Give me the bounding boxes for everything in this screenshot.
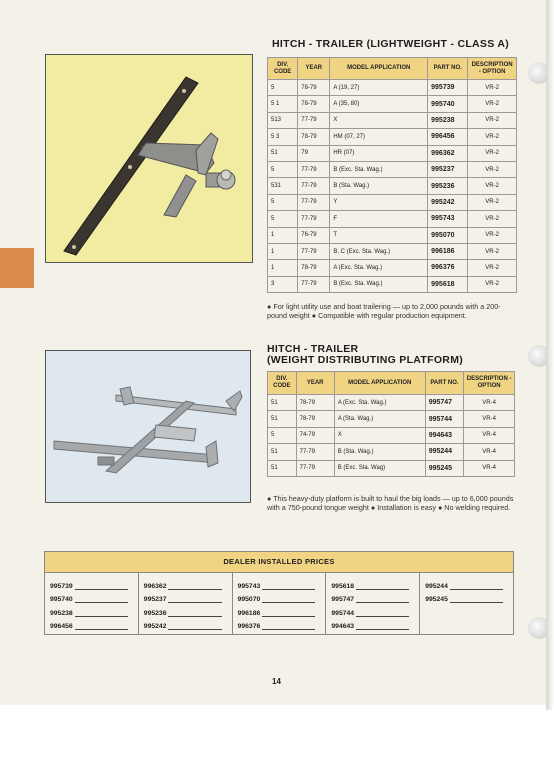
- price-entry: [50, 590, 134, 604]
- table-row: [268, 161, 517, 177]
- cell-model-application: HM (07, 27): [330, 129, 428, 145]
- price-blank-line: [450, 594, 503, 603]
- cell-year: 77-79: [298, 178, 330, 194]
- cell-year: 78-79: [296, 411, 334, 427]
- price-blank-line: [450, 581, 503, 590]
- cell-year: 77-79: [298, 194, 330, 210]
- cell-description-option: VR-2: [468, 80, 517, 96]
- price-blank-line: [168, 608, 221, 617]
- price-blank-line: [168, 581, 221, 590]
- cell-year: 77-79: [298, 243, 330, 259]
- price-part-number: 995245: [425, 596, 448, 603]
- cell-year: 74-79: [296, 427, 334, 443]
- cell-part-no: 996186: [428, 243, 468, 259]
- cell-description-option: VR-4: [464, 395, 515, 411]
- hitch-illustration: [46, 55, 252, 262]
- col-year: YEAR: [296, 372, 334, 395]
- cell-model-application: A (Exc. Sta. Wag.): [330, 260, 428, 276]
- cell-description-option: VR-2: [468, 194, 517, 210]
- price-part-number: 995739: [50, 582, 73, 590]
- table-header-row: [268, 58, 517, 80]
- page-number: 14: [272, 677, 281, 686]
- cell-description-option: VR-2: [468, 129, 517, 145]
- price-entry: [238, 590, 322, 604]
- price-entry: [331, 617, 415, 631]
- price-entry: [144, 590, 228, 604]
- price-entry: [331, 603, 415, 617]
- cell-div-code: 5 3: [268, 129, 298, 145]
- table-row: [268, 129, 517, 145]
- price-blank-line: [356, 621, 409, 630]
- table-row: [268, 460, 515, 476]
- price-part-number: 995236: [143, 609, 167, 617]
- cell-model-application: T: [330, 227, 428, 243]
- price-blank-line: [262, 581, 315, 590]
- cell-div-code: 5: [268, 427, 297, 443]
- binder-hole: [528, 62, 548, 84]
- price-part-number: 995237: [143, 596, 167, 603]
- cell-description-option: VR-2: [468, 227, 517, 243]
- cell-description-option: VR-2: [468, 112, 517, 128]
- cell-div-code: 5: [268, 194, 298, 210]
- dealer-price-column: [420, 573, 513, 634]
- price-blank-line: [356, 594, 409, 603]
- cell-part-no: 995747: [425, 395, 464, 411]
- cell-description-option: VR-2: [468, 211, 517, 227]
- table-row: [268, 260, 517, 276]
- price-part-number: 995743: [237, 582, 261, 590]
- price-entry: [331, 590, 415, 604]
- cell-div-code: 3: [268, 276, 298, 292]
- cell-description-option: VR-2: [468, 260, 517, 276]
- cell-div-code: 531: [268, 178, 298, 194]
- price-part-number: 995238: [50, 609, 73, 617]
- price-entry: [425, 590, 509, 604]
- cell-description-option: VR-2: [468, 276, 517, 292]
- price-entry: [238, 603, 322, 617]
- cell-model-application: A (Exc. Sta. Wag.): [334, 395, 425, 411]
- table-row: [268, 194, 517, 210]
- cell-div-code: 51: [268, 395, 297, 411]
- cell-part-no: 996376: [428, 260, 468, 276]
- price-blank-line: [75, 621, 128, 630]
- price-part-number: 996186: [237, 609, 261, 617]
- page-edge: [546, 0, 554, 710]
- cell-part-no: 995618: [428, 276, 468, 292]
- section2-title: [267, 344, 463, 366]
- table-row: [268, 178, 517, 194]
- table-row: [268, 444, 515, 460]
- cell-part-no: 995244: [425, 444, 464, 460]
- cell-part-no: 995245: [425, 460, 464, 476]
- cell-model-application: A (Sta. Wag.): [334, 411, 425, 427]
- price-blank-line: [356, 581, 409, 590]
- price-part-number: 995618: [331, 582, 355, 590]
- price-blank-line: [262, 621, 315, 630]
- table-row: [268, 96, 517, 112]
- dealer-prices-title: DEALER INSTALLED PRICES: [45, 552, 513, 573]
- col-model-application: MODEL APPLICATION: [330, 58, 428, 80]
- price-blank-line: [168, 594, 221, 603]
- col-description-option: DESCRIPTION - OPTION: [468, 58, 517, 80]
- cell-year: 78-79: [298, 80, 330, 96]
- cell-model-application: B (Sta. Wag.): [334, 444, 425, 460]
- cell-year: 77-79: [298, 161, 330, 177]
- section1-note: ● For light utility use and boat trailering — up to 2,000 pounds with a 200-pound weight ● Compatible with regular production equipment.: [267, 302, 501, 321]
- price-entry: [50, 576, 134, 590]
- price-part-number: 995747: [331, 596, 355, 603]
- cell-div-code: 5: [268, 80, 298, 96]
- price-part-number: 995740: [50, 596, 73, 603]
- cell-model-application: A (35, 80): [330, 96, 428, 112]
- cell-div-code: 51: [268, 460, 297, 476]
- dealer-price-column: [326, 573, 420, 634]
- cell-part-no: 995236: [428, 178, 468, 194]
- table-row: [268, 243, 517, 259]
- price-blank-line: [262, 594, 315, 603]
- cell-year: 77-79: [296, 444, 334, 460]
- cell-part-no: 995740: [428, 96, 468, 112]
- cell-model-application: X: [334, 427, 425, 443]
- cell-div-code: 5: [268, 211, 298, 227]
- cell-part-no: 995743: [428, 211, 468, 227]
- table-row: [268, 145, 517, 161]
- cell-part-no: 995242: [428, 194, 468, 210]
- dealer-prices-box: [44, 551, 514, 635]
- cell-model-application: B (Sta. Wag.): [330, 178, 428, 194]
- table-row: [268, 227, 517, 243]
- cell-year: 78-79: [298, 96, 330, 112]
- price-entry: [331, 576, 415, 590]
- price-blank-line: [75, 594, 128, 603]
- cell-description-option: VR-4: [464, 444, 515, 460]
- price-entry: [238, 576, 322, 590]
- cell-div-code: 1: [268, 243, 298, 259]
- cell-model-application: Y: [330, 194, 428, 210]
- cell-div-code: 5 1: [268, 96, 298, 112]
- cell-description-option: VR-2: [468, 243, 517, 259]
- cell-part-no: 996456: [428, 129, 468, 145]
- cell-part-no: 996362: [428, 145, 468, 161]
- section2-title-line1: HITCH - TRAILER: [267, 343, 359, 355]
- col-div-code: DIV. CODE: [268, 372, 297, 395]
- cell-model-application: A (19, 27): [330, 80, 428, 96]
- cell-part-no: 995744: [425, 411, 464, 427]
- cell-model-application: B (Exc. Sta. Wag.): [330, 161, 428, 177]
- cell-description-option: VR-4: [464, 427, 515, 443]
- dealer-prices-columns: [45, 573, 513, 634]
- cell-div-code: 1: [268, 260, 298, 276]
- cell-description-option: VR-2: [468, 161, 517, 177]
- cell-div-code: 51: [268, 145, 298, 161]
- table-row: [268, 427, 515, 443]
- cell-year: 78-79: [296, 395, 334, 411]
- cell-div-code: 5: [268, 161, 298, 177]
- dealer-price-column: [45, 573, 139, 634]
- col-description-option: DESCRIPTION - OPTION: [464, 372, 515, 395]
- price-blank-line: [75, 581, 128, 590]
- cell-description-option: VR-2: [468, 145, 517, 161]
- cell-year: 78-79: [298, 129, 330, 145]
- table-row: [268, 276, 517, 292]
- cell-model-application: B (Exc. Sta. Wag): [334, 460, 425, 476]
- cell-part-no: 994643: [425, 427, 464, 443]
- price-entry: [238, 617, 322, 631]
- price-part-number: 995744: [331, 609, 355, 617]
- cell-part-no: 995739: [428, 80, 468, 96]
- table-row: [268, 211, 517, 227]
- price-part-number: 996376: [237, 623, 261, 630]
- cell-description-option: VR-4: [464, 460, 515, 476]
- dealer-price-column: [139, 573, 233, 634]
- cell-year: 77-79: [298, 211, 330, 227]
- cell-year: 77-79: [298, 276, 330, 292]
- table-header-row: [268, 372, 515, 395]
- table-row: [268, 80, 517, 96]
- cell-model-application: F: [330, 211, 428, 227]
- cell-description-option: VR-4: [464, 411, 515, 427]
- platform-hitch-table: [267, 371, 515, 477]
- table-row: [268, 411, 515, 427]
- cell-part-no: 995070: [428, 227, 468, 243]
- price-blank-line: [262, 608, 315, 617]
- cell-div-code: 51: [268, 411, 297, 427]
- cell-part-no: 995237: [428, 161, 468, 177]
- col-div-code: DIV. CODE: [268, 58, 298, 80]
- cell-model-application: HR (07): [330, 145, 428, 161]
- cell-part-no: 995238: [428, 112, 468, 128]
- price-part-number: 996362: [143, 582, 167, 590]
- price-entry: [50, 617, 134, 631]
- binder-hole: [528, 617, 548, 639]
- cell-div-code: 513: [268, 112, 298, 128]
- price-part-number: 994643: [331, 623, 355, 630]
- price-entry: [144, 617, 228, 631]
- platform-photo: [45, 350, 251, 503]
- platform-illustration: [46, 351, 250, 502]
- cell-year: 78-79: [298, 260, 330, 276]
- section1-title: HITCH - TRAILER (LIGHTWEIGHT - CLASS A): [272, 38, 510, 50]
- col-part-no: PART NO.: [428, 58, 468, 80]
- section-tab: [0, 248, 34, 288]
- cell-year: 77-79: [296, 460, 334, 476]
- price-entry: [425, 576, 509, 590]
- section2-note: ● This heavy-duty platform is built to haul the big loads — up to 6,000 pounds with a 750-pound tongue weight ● Installation is easy ● No welding required.: [267, 494, 514, 513]
- price-entry: [144, 603, 228, 617]
- price-part-number: 995242: [143, 623, 167, 630]
- cell-model-application: B, C (Exc. Sta. Wag.): [330, 243, 428, 259]
- price-part-number: 995070: [237, 596, 261, 603]
- cell-description-option: VR-2: [468, 178, 517, 194]
- cell-year: 79: [298, 145, 330, 161]
- table-row: [268, 395, 515, 411]
- cell-model-application: X: [330, 112, 428, 128]
- cell-model-application: B (Exc. Sta. Wag.): [330, 276, 428, 292]
- price-part-number: 995244: [425, 582, 448, 590]
- dealer-price-column: [233, 573, 327, 634]
- col-part-no: PART NO.: [425, 372, 464, 395]
- col-year: YEAR: [298, 58, 330, 80]
- lightweight-hitch-table: [267, 57, 517, 293]
- hitch-photo: [45, 54, 253, 263]
- cell-description-option: VR-2: [468, 96, 517, 112]
- price-entry: [50, 603, 134, 617]
- price-part-number: 996456: [50, 623, 73, 630]
- binder-hole: [528, 345, 548, 367]
- cell-div-code: 1: [268, 227, 298, 243]
- cell-year: 77-79: [298, 112, 330, 128]
- cell-div-code: 51: [268, 444, 297, 460]
- table-row: [268, 112, 517, 128]
- price-blank-line: [168, 621, 221, 630]
- section2-title-line2: (WEIGHT DISTRIBUTING PLATFORM): [267, 354, 464, 366]
- cell-year: 76-79: [298, 227, 330, 243]
- price-blank-line: [356, 608, 409, 617]
- col-model-application: MODEL APPLICATION: [334, 372, 425, 395]
- price-entry: [144, 576, 228, 590]
- price-blank-line: [75, 608, 128, 617]
